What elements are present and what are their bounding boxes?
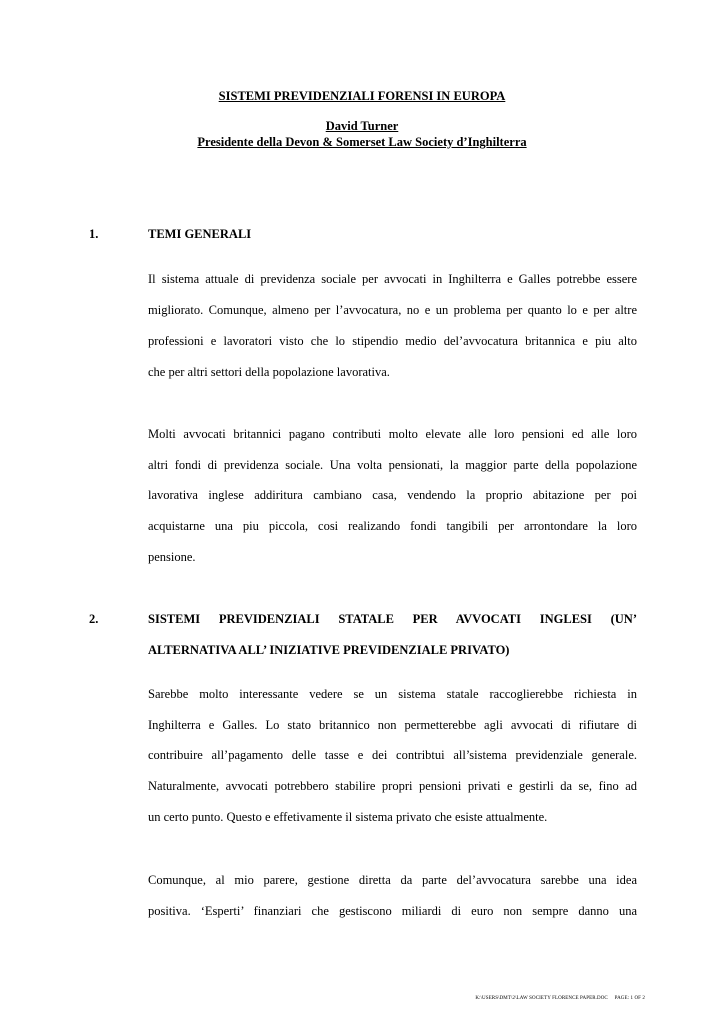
paragraph-line: Molti avvocati britannici pagano contributi molto elevate alle loro pensioni ed alle loro — [148, 427, 637, 441]
paragraph-line: pensione. — [148, 550, 196, 564]
paragraph-line: che per altri settori della popolazione lavorativa. — [148, 365, 390, 379]
section-2-title-line-2: ALTERNATIVA ALL’ INIZIATIVE PREVIDENZIALE PRIVATO) — [148, 643, 510, 657]
paragraph-line: lavorativa inglese addiritura cambiano casa, vendendo la proprio abitazione per poi — [148, 488, 637, 502]
page-footer — [475, 996, 645, 1002]
paragraph-line: contribuire all’pagamento delle tasse e dei contribtui all’sistema previdenziale generale. — [148, 748, 637, 762]
paragraph-line: Naturalmente, avvocati potrebbero stabilire propri pensioni privati e gestirli da se, fino ad — [148, 779, 637, 793]
paragraph-line: acquistarne una piu piccola, cosi realizando fondi tangibili per arrontondare la loro — [148, 519, 637, 533]
paragraph-line: positiva. ‘Esperti’ finanziari che gestiscono miliardi di euro non sempre danno una — [148, 904, 637, 918]
author-role: Presidente della Devon & Somerset Law Society d’Inghilterra — [197, 135, 527, 149]
paragraph-line: altri fondi di previdenza sociale. Una volta pensionati, la maggior parte della popolazione — [148, 458, 637, 472]
section-1-title: TEMI GENERALI — [148, 227, 252, 241]
footer-page-number: PAGE: 1 OF 2 — [614, 996, 645, 1001]
paragraph-line: professioni e lavoratori visto che lo stipendio medio del’avvocatura britannica e piu alto — [148, 334, 637, 348]
document-title: SISTEMI PREVIDENZIALI FORENSI IN EUROPA — [218, 89, 506, 103]
footer-spacer — [609, 996, 613, 1001]
paragraph-line: migliorato. Comunque, almeno per l’avvocatura, no e un problema per quanto lo e per altre — [148, 303, 637, 317]
footer-file-path: K:\USERS\DMT\2\LAW SOCIETY FLORENCE PAPER.DOC — [475, 996, 608, 1001]
section-2-title-line-1: SISTEMI PREVIDENZIALI STATALE PER AVVOCATI INGLESI (UN’ — [148, 612, 637, 626]
author-name: David Turner — [325, 119, 399, 133]
paragraph-line: Comunque, al mio parere, gestione diretta da parte del’avvocatura sarebbe una idea — [148, 873, 637, 887]
paragraph-line: Il sistema attuale di previdenza sociale per avvocati in Inghilterra e Galles potrebbe essere — [148, 272, 637, 286]
section-2-number: 2. — [89, 612, 99, 626]
section-1-number: 1. — [89, 227, 99, 241]
paragraph-line: Inghilterra e Galles. Lo stato britannico non permetterebbe agli avvocati di rifiutare di — [148, 718, 637, 732]
paragraph-line: Sarebbe molto interessante vedere se un sistema statale raccoglierebbe richiesta in — [148, 687, 637, 701]
paragraph-line: un certo punto. Questo e effetivamente il sistema privato che esiste attualmente. — [148, 810, 548, 824]
